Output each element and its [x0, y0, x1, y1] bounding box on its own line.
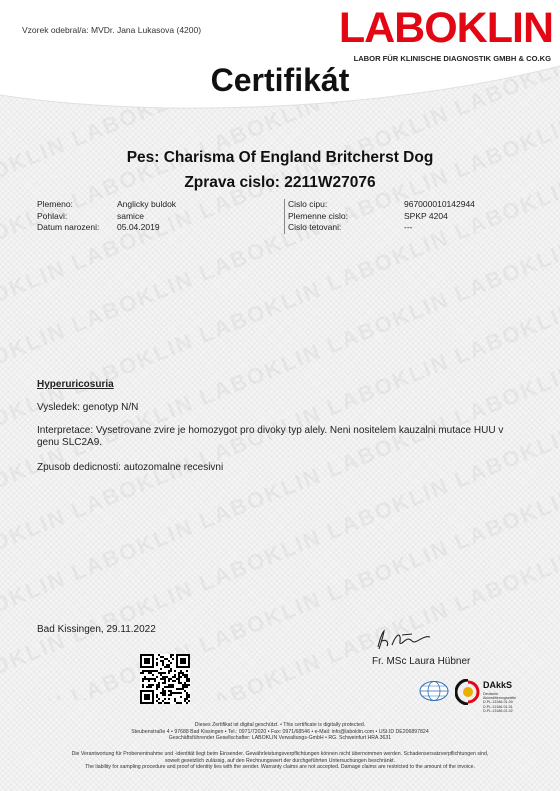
laboklin-logo: [303, 4, 553, 66]
info-row-tattoo: [288, 222, 475, 234]
chip-label: Cislo cipu:: [288, 199, 328, 209]
dakks-subtext: Deutsche Akkreditierungsstelle D-PL-13186-01-00 D-PL-13186-01-01 D-PL-13186-01-02: [483, 692, 517, 713]
birthdate-label: Datum narozeni:: [37, 222, 100, 232]
dakks-badge: [455, 679, 535, 721]
report-number: Zprava cislo: 2211W27076: [184, 174, 376, 191]
logo-wordmark: LABOKLIN: [338, 4, 553, 52]
signature-image: [372, 625, 442, 653]
footer-line-address: Steubenstraße 4 • 97688 Bad Kissingen • Tel.: 0971/72020 • Fax: 0971/68546 • e-Mail: info@laboklin.com • USt.ID DE206897824: [131, 728, 429, 735]
birthdate-value: 05.04.2019: [117, 222, 160, 232]
footer-company-info: [0, 722, 560, 742]
test-interpretation: Interpretace: Vysetrovane zvire je homozygot pro divoky typ alely. Neni nositelem kauzalni mutace HUU v genu SLC2A9.: [37, 425, 504, 448]
sex-value: samice: [117, 210, 144, 221]
logo-subtitle: LABOR FÜR KLINISCHE DIAGNOSTIK GMBH & CO.KG: [353, 54, 551, 63]
footer-line-protected: Dieses Zertifikat ist digital geschützt. • This certificate is digitally protected.: [194, 722, 366, 728]
place-and-date: Bad Kissingen, 29.11.2022: [37, 624, 156, 635]
breed-value: Anglicky buldok: [117, 199, 177, 209]
certificate-title: Certifikát: [210, 62, 350, 98]
sample-collected-by: Vzorek odebral/a: MVDr. Jana Lukasova (4200): [22, 25, 202, 35]
footer-line-registry: Geschäftsführender Gesellschafter: LABOKLIN Verwaltungs-GmbH • RG. Schweinfurt HRA 3631: [168, 735, 392, 742]
info-row-sex: [37, 211, 176, 223]
chip-value: 967000010142944: [404, 199, 475, 209]
studbook-value: SPKP 4204: [404, 210, 448, 221]
animal-info-right: [284, 199, 475, 234]
studbook-label: Plemenne cislo:: [288, 210, 349, 221]
dog-name: Pes: Charisma Of England Britcherst Dog: [126, 149, 434, 166]
footer-line-liability-de-2: soweit gesetzlich zulässig, auf den Rechnungswert der durchgeführten Untersuchungen beschränkt.: [164, 757, 396, 764]
footer-disclaimer: [0, 751, 560, 771]
dakks-logo-icon: [455, 679, 481, 705]
sex-label: Pohlavi:: [37, 210, 68, 221]
test-inheritance: Zpusob dedicnosti: autozomalne recesivni: [37, 462, 224, 473]
signer-name: Fr. MSc Laura Hübner: [372, 656, 471, 667]
info-row-chip: [288, 199, 475, 211]
info-row-studbook: [288, 211, 475, 223]
footer-line-liability-en: The liability for sampling procedure and proof of identity lies with the sender. Warranty claims are not accepted. Damage claims are restricted to the amount of the invoice.: [85, 764, 475, 771]
breed-label: Plemeno:: [37, 199, 73, 209]
animal-info-left: [37, 199, 176, 234]
watermark-row: [0, 80, 560, 514]
test-heading: Hyperuricosuria: [37, 379, 114, 390]
dakks-label: DAkkS: [483, 680, 513, 690]
info-row-birthdate: [37, 222, 176, 234]
test-result: Vysledek: genotyp N/N: [37, 402, 139, 413]
tattoo-label: Cislo tetovani:: [288, 222, 342, 232]
accreditation-globe-icon: [418, 680, 450, 702]
tattoo-value: ---: [404, 222, 413, 232]
info-row-breed: [37, 199, 176, 211]
watermark-row: [0, 204, 560, 638]
qr-code: [140, 654, 190, 704]
footer-line-liability-de: Die Verantwortung für Probenentnahme und -identität liegt beim Einsender. Gewährleistungsverpflichtungen können nicht übernommen werden. Schadensersatzverpflichtungen sind,: [71, 751, 489, 757]
